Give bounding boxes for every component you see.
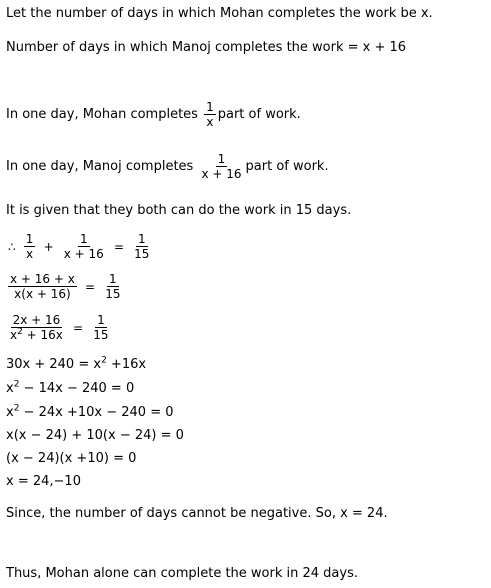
- fraction-numerator: 1: [137, 232, 146, 246]
- intro-line-2: Number of days in which Manoj completes the work = x + 16: [6, 40, 407, 55]
- manoj-rate-line: [6, 152, 329, 181]
- fraction-denominator: x + 16: [63, 247, 104, 261]
- fraction-1-over-15: [103, 272, 122, 301]
- fraction-denominator: x: [26, 247, 34, 261]
- fraction-denominator: 15: [134, 247, 150, 261]
- fraction-numerator: 1: [206, 100, 214, 114]
- fraction-1-over-x: [24, 232, 36, 261]
- manoj-rate-prefix: In one day, Manoj completes: [6, 159, 194, 174]
- equation-step-3: [6, 313, 113, 342]
- simplified-fraction: [8, 313, 65, 342]
- since-statement: Since, the number of days cannot be negative. So, x = 24.: [6, 506, 388, 521]
- equation-step-6: $x^2 - 24x +10x - 240 = 0$: [6, 403, 174, 420]
- equation-step-4: $30x + 240 = x^2 +16x$: [6, 355, 147, 372]
- intro-line-1: Let the number of days in which Mohan completes the work be x.: [6, 6, 433, 21]
- equation-step-7: x(x − 24) + 10(x − 24) = 0: [6, 428, 184, 443]
- fraction-denominator: x: [206, 115, 214, 129]
- fraction-denominator: x(x + 16): [14, 287, 71, 301]
- fraction-numerator: x + 16 + x: [10, 272, 75, 286]
- conclusion-statement: Thus, Mohan alone can complete the work in 24 days.: [6, 566, 358, 581]
- fraction-1-over-15: [91, 313, 110, 342]
- fraction-numerator: 1: [25, 232, 34, 246]
- therefore-symbol: ∴: [8, 239, 16, 254]
- mohan-rate-fraction: [204, 100, 216, 129]
- manoj-rate-fraction: [199, 152, 243, 181]
- manoj-rate-suffix: part of work.: [245, 159, 329, 174]
- equals-sign: =: [84, 279, 96, 294]
- combined-fraction: [8, 272, 77, 301]
- equals-sign: =: [113, 239, 125, 254]
- equation-step-8: (x − 24)(x +10) = 0: [6, 451, 137, 466]
- fraction-denominator: $x^2 + 16x$: [10, 327, 63, 342]
- fraction-1-over-x-plus-16: [62, 232, 106, 261]
- fraction-numerator: 1: [109, 272, 117, 286]
- fraction-numerator: 1: [217, 152, 226, 166]
- fraction-denominator: x + 16: [201, 167, 242, 181]
- plus-sign: +: [43, 239, 54, 254]
- equation-step-5: $x^2 - 14x - 240 = 0$: [6, 379, 135, 396]
- fraction-1-over-15: [132, 232, 151, 261]
- fraction-denominator: 15: [105, 287, 121, 301]
- mohan-rate-line: [6, 100, 301, 129]
- given-statement: It is given that they both can do the work in 15 days.: [6, 203, 352, 218]
- mohan-rate-suffix: part of work.: [217, 107, 301, 122]
- equation-step-2: [6, 272, 124, 301]
- fraction-denominator: 15: [93, 328, 109, 342]
- equals-sign: =: [73, 320, 84, 335]
- fraction-numerator: 2x + 16: [12, 313, 61, 327]
- equation-step-1: [6, 232, 153, 261]
- equation-step-9: x = 24,−10: [6, 474, 81, 489]
- fraction-numerator: 1: [79, 232, 88, 246]
- mohan-rate-prefix: In one day, Mohan completes: [6, 107, 198, 122]
- fraction-numerator: 1: [97, 313, 105, 327]
